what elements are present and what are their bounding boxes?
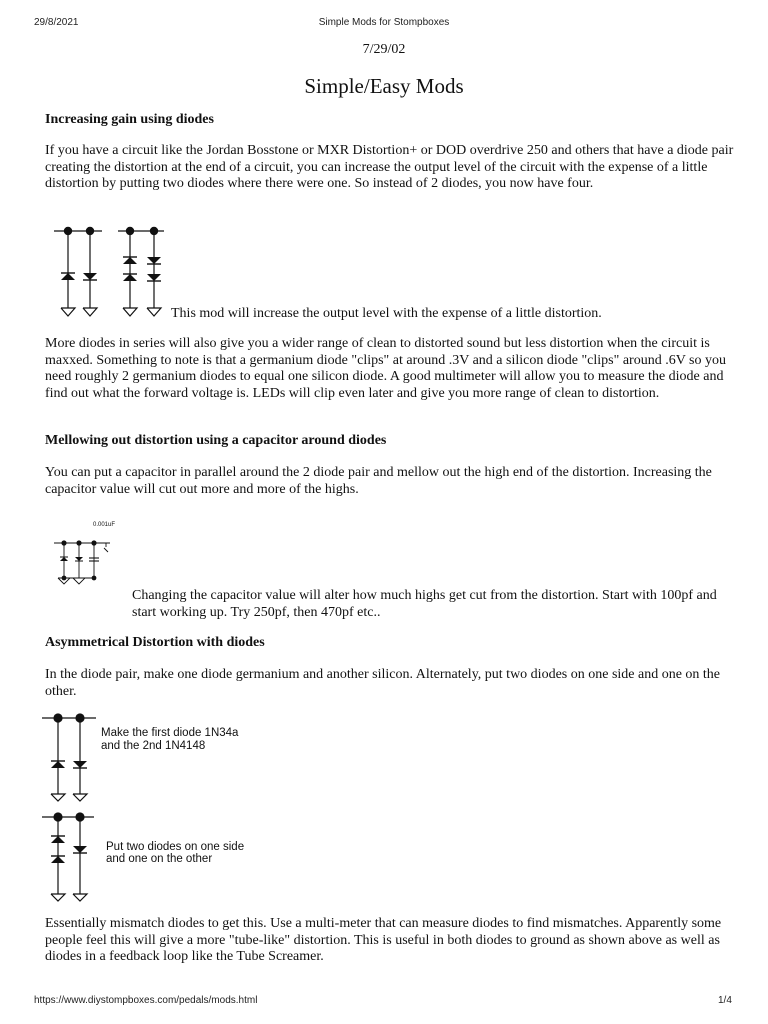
diagram-note-two-one: Put two diodes on one side <box>106 841 245 853</box>
diagram-note-1n34a: Make the first diode 1N34a <box>101 727 239 739</box>
diagram-capacitor-across-diodes <box>52 518 132 594</box>
source-url[interactable]: https://www.diystompboxes.com/pedals/mods.html <box>34 995 258 1006</box>
diagram-two-vs-one <box>40 808 290 908</box>
diagram-asymmetrical-pair <box>40 708 280 804</box>
diagram-diode-stacking <box>52 222 170 322</box>
page-title: Simple/Easy Mods <box>304 74 464 98</box>
paragraph-capacitor-intro: You can put a capacitor in parallel around the 2 diode pair and mellow out the high end of the distortion. Increasing the capacitor value will cut out more and more of the highs. <box>45 465 712 497</box>
print-title: Simple Mods for Stompboxes <box>318 17 450 28</box>
paragraph-gain-intro: If you have a circuit like the Jordan Bosstone or MXR Distortion+ or DOD overdrive 250 and others that have a diode pair creating the distortion at the end of a circuit, you can increase the output level of the circuit with the expense of a little distortion by putting two diodes where there were one. So instead of 2 diodes, you now have four. <box>45 143 734 191</box>
section-heading-asymmetrical: Asymmetrical Distortion with diodes <box>45 635 265 650</box>
caption-gain-diagram: This mod will increase the output level with the expense of a little distortion. <box>171 306 602 321</box>
paragraph-mismatch: Essentially mismatch diodes to get this. Use a multi-meter that can measure diodes to find mismatches. Apparently some people feel this will give a more "tube-like" distortion. This is useful in both diodes to ground as shown above as well as diodes in a feedback loop like the Tube Screamer. <box>45 916 722 964</box>
section-heading-gain: Increasing gain using diodes <box>45 112 214 127</box>
document-date: 7/29/02 <box>362 42 406 57</box>
page-number: 1/4 <box>718 995 732 1006</box>
paragraph-asymmetrical-intro: In the diode pair, make one diode germanium and another silicon. Alternately, put two diodes on one side and one on the other. <box>45 667 721 699</box>
print-date: 29/8/2021 <box>34 17 79 28</box>
section-heading-capacitor: Mellowing out distortion using a capacitor around diodes <box>45 433 387 448</box>
diagram-note-one-other: and one on the other <box>106 853 213 865</box>
paragraph-series-diodes: More diodes in series will also give you a wider range of clean to distorted sound but less distortion when the circuit is maxxed. Something to note is that a germanium diode "clips" at around .3V and a silicon diode "clips" around .6V so you need roughly 2 germanium diodes to equal one silicon diode. A good multimeter will allow you to measure the diode and find out what the forward voltage is. LEDs will clip even later and give you more range of clean to distortion. <box>45 336 727 401</box>
diagram-note-1n4148: and the 2nd 1N4148 <box>101 740 206 752</box>
caption-capacitor-line1: Changing the capacitor value will alter how much highs get cut from the distortion. Start with 100pf and start working up. Try 250pf, then 470pf etc.. <box>132 588 717 620</box>
capacitor-value-label: 0.001uF <box>93 522 116 528</box>
